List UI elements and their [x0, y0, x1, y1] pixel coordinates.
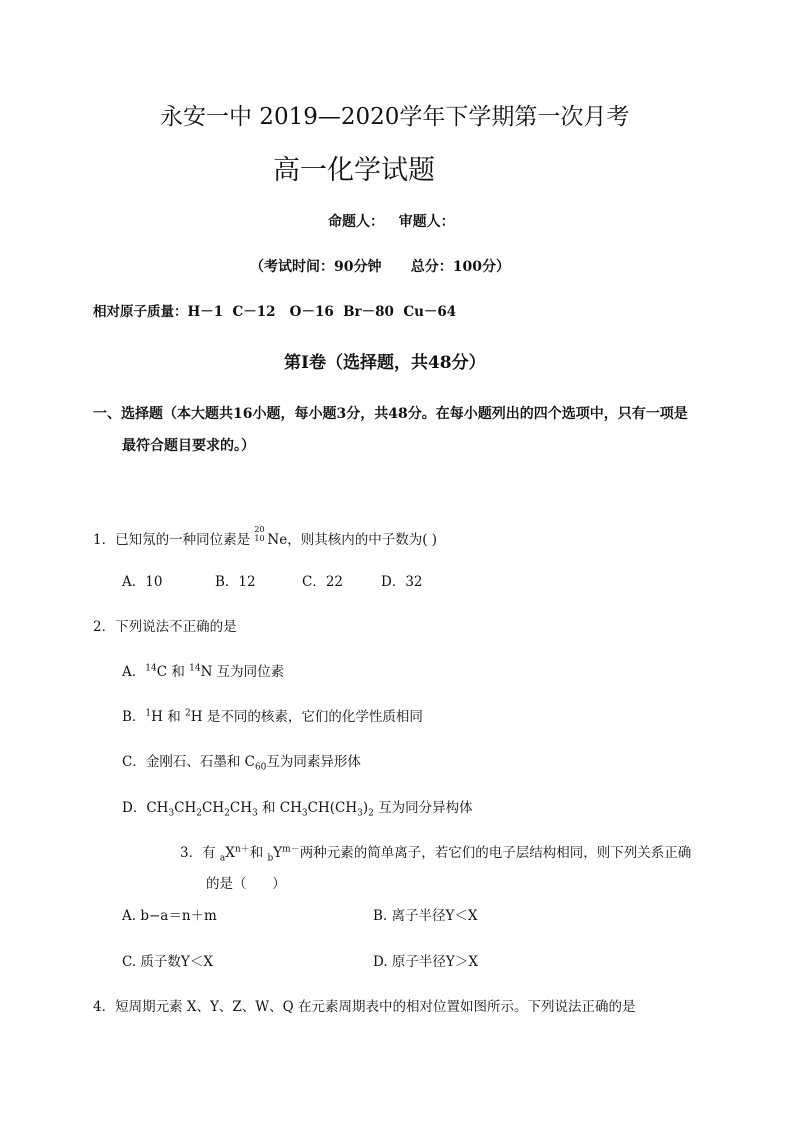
question-2-option-d [122, 800, 473, 819]
atomic-mass-line: 相对原子质量：H－1 C－12 O－16 Br－80 Cu－64 [93, 304, 457, 320]
q3-sup-m: m－ [282, 844, 300, 855]
q2d-s3: 2 [224, 808, 230, 819]
question-2-option-b [122, 708, 423, 725]
q2d-s5: 3 [301, 808, 308, 819]
question-1-option-c: C．22 [302, 574, 344, 590]
q2d-t1: CH [174, 800, 197, 816]
q3-y: Y [273, 845, 283, 861]
q3-sub-b: b [267, 853, 274, 864]
q2d-s7: 2 [368, 808, 374, 819]
q2a-suffix: N 互为同位素 [200, 664, 285, 680]
question-3-option-b: B. 离子半径Y＜X [373, 908, 478, 924]
question-2-stem: 2．下列说法不正确的是 [93, 619, 237, 635]
q3-mid: 和 [249, 845, 268, 861]
q2a-mid: C 和 [156, 664, 190, 680]
q2b-sup2: 2 [185, 708, 191, 719]
question-3-option-d: D. 原子半径Y＞X [373, 954, 478, 970]
q2d-s4: 3 [251, 808, 258, 819]
isotope-notation [254, 525, 267, 544]
question-1-option-d: D．32 [381, 574, 423, 590]
question-2-option-a [122, 663, 285, 680]
q2c-prefix: C．金刚石、石墨和 C [122, 754, 255, 770]
q2d-s1: 3 [168, 808, 175, 819]
question-2-option-c [122, 754, 361, 773]
q2d-t0: D．CH [122, 800, 169, 816]
q2d-t3: CH [229, 800, 252, 816]
question-4-stem: 4．短周期元素 X、Y、Z、W、Q 在元素周期表中的相对位置如图所示。下列说法正确的是 [93, 999, 636, 1015]
question-3-option-c: C. 质子数Y＜X [122, 954, 213, 970]
isotope-atomic-number: 10 [254, 534, 265, 543]
q2d-t4: 和 CH [257, 800, 302, 816]
question-1-option-a: A．10 [122, 574, 163, 590]
q3-sup-n: n＋ [234, 844, 250, 855]
question-1-stem-suffix: ，则其核内的中子数为( ) [287, 532, 438, 548]
exam-authors: 命题人： 审题人： [328, 214, 455, 230]
q2b-sup1: 1 [145, 708, 152, 719]
q2d-suffix: 互为同分异构体 [373, 800, 473, 816]
q2a-sup2: 14 [189, 663, 201, 674]
isotope-mass-number: 20 [254, 525, 265, 534]
q2c-sub: 60 [254, 762, 267, 773]
question-1-option-b: B．12 [215, 574, 256, 590]
q3-sub-a: a [219, 853, 226, 864]
q2d-t6: ) [362, 800, 369, 816]
q2a-prefix: A． [122, 664, 146, 680]
q2b-mid: H 和 [151, 709, 186, 725]
q2b-suffix: H 是不同的核素，它们的化学性质相同 [190, 709, 423, 725]
q2d-t5: CH(CH [307, 800, 358, 816]
isotope-symbol: Ne [267, 532, 288, 548]
question-1-stem-prefix: 1．已知氖的一种同位素是 [93, 532, 255, 548]
q2c-suffix: 互为同素异形体 [266, 754, 361, 770]
q2d-t2: CH [202, 800, 225, 816]
q3-suffix: 两种元素的简单离子，若它们的电子层结构相同，则下列关系正确 [299, 845, 692, 861]
question-3-stem [180, 844, 692, 864]
question-3-option-a: A. b−a＝n＋m [122, 908, 217, 924]
q3-prefix: 3．有 [180, 845, 220, 861]
exam-title: 永安一中 2019—2020学年下学期第一次月考 [160, 104, 630, 130]
q2d-s2: 2 [196, 808, 203, 819]
question-1-stem [93, 525, 438, 548]
q3-x: X [225, 845, 235, 861]
section-instructions-line1: 一、选择题（本大题共16小题，每小题3分，共48分。在每小题列出的四个选项中，只有一项是 [93, 406, 688, 422]
section-title: 第Ⅰ卷（选择题，共48分） [284, 353, 486, 373]
exam-info: （考试时间：90分钟 总分：100分） [250, 259, 510, 275]
section-instructions-line2: 最符合题目要求的。） [122, 438, 255, 454]
question-3-stem-line2: 的是（ ） [206, 876, 286, 892]
q2d-s6: 3 [357, 808, 363, 819]
q2a-sup1: 14 [145, 663, 157, 674]
q2b-prefix: B． [122, 709, 146, 725]
exam-subtitle: 高一化学试题 [273, 155, 435, 186]
